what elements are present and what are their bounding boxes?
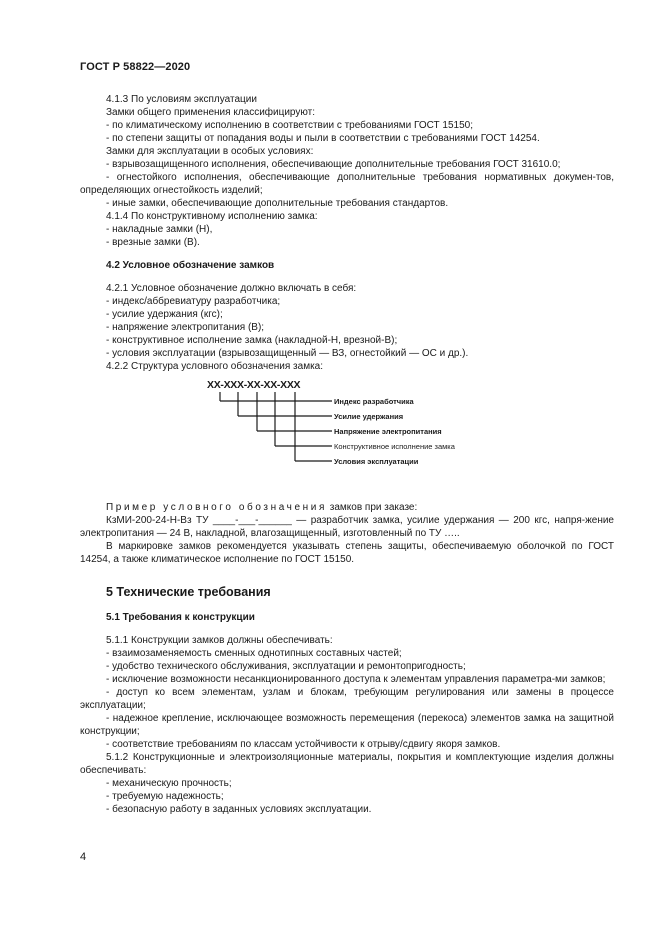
- list-item: - взаимозаменяемость сменных однотипных составных частей;: [106, 648, 402, 659]
- standard-header: ГОСТ Р 58822—2020: [80, 61, 191, 73]
- diagram-label-developer-index: Индекс разработчика: [334, 397, 414, 406]
- example-text: КзМИ-200-24-Н-Вз ТУ ____-___-______ — разработчик замка, усилие удержания — 200 кгс, напря-жение электропитания — 24 В, накладной, влагозащищенный, изготовленный по ТУ …..: [80, 515, 614, 539]
- section-4-2-2: 4.2.2 Структура условного обозначения замка:: [106, 361, 324, 372]
- page-number: 4: [80, 851, 87, 863]
- list-item: - надежное крепление, исключающее возможность перемещения (перекоса) элементов замка на защитной конструкции;: [80, 713, 614, 737]
- list-item: - условия эксплуатации (взрывозащищенный — ВЗ, огнестойкий — ОС и др.).: [106, 348, 469, 359]
- example-label-rest: замков при заказе:: [326, 502, 418, 513]
- list-item: - усилие удержания (кгс);: [106, 309, 223, 320]
- section-4-1-3-title: 4.1.3 По условиям эксплуатации: [106, 94, 257, 105]
- section-5-1-1: 5.1.1 Конструкции замков должны обеспечивать:: [106, 635, 333, 646]
- designation-structure-diagram: [80, 379, 614, 499]
- section-5-1-2: 5.1.2 Конструкционные и электроизоляционные материалы, покрытия и комплектующие изделия должны обеспечивать:: [80, 752, 614, 776]
- section-5-heading: 5 Технические требования: [106, 585, 271, 599]
- marking-text: В маркировке замков рекомендуется указывать степень защиты, обеспечиваемую оболочкой по ГОСТ 14254, а также климатическое исполнение по ГОСТ 15150.: [80, 541, 614, 565]
- list-item: - индекс/аббревиатуру разработчика;: [106, 296, 281, 307]
- list-item: - по степени защиты от попадания воды и пыли в соответствии с требованиями ГОСТ 14254.: [106, 133, 540, 144]
- diagram-label-supply-voltage: Напряжение электропитания: [334, 427, 442, 436]
- list-item: - по климатическому исполнению в соответствии с требованиями ГОСТ 15150;: [106, 120, 473, 131]
- section-4-1-4-title: 4.1.4 По конструктивному исполнению замка:: [106, 211, 318, 222]
- designation-code: XX-XXX-XX-XX-XXX: [207, 379, 301, 391]
- diagram-label-holding-force: Усилие удержания: [334, 412, 404, 421]
- list-item: - механическую прочность;: [106, 778, 232, 789]
- section-4-1-3-intro: Замки общего применения классифицируют:: [106, 107, 316, 118]
- list-item: - удобство технического обслуживания, эксплуатации и ремонтопригодность;: [106, 661, 466, 672]
- list-item: - взрывозащищенного исполнения, обеспечивающие дополнительные требования ГОСТ 31610.0;: [106, 159, 561, 170]
- document-body: [80, 93, 614, 816]
- list-item: - соответствие требованиям по классам устойчивости к отрыву/сдвигу якоря замков.: [106, 739, 501, 750]
- section-4-2-heading: 4.2 Условное обозначение замков: [106, 260, 275, 271]
- special-conditions-intro: Замки для эксплуатации в особых условиях:: [106, 146, 314, 157]
- example-line: [80, 501, 614, 514]
- diagram-label-operating-conditions: Условия эксплуатации: [334, 457, 419, 466]
- list-item: - напряжение электропитания (В);: [106, 322, 265, 333]
- list-item: - доступ ко всем элементам, узлам и блокам, требующим регулирования или замены в процессе эксплуатации;: [80, 687, 614, 711]
- example-label: Пример условного обозначения: [106, 502, 327, 513]
- list-item: - врезные замки (В).: [106, 237, 200, 248]
- list-item: - конструктивное исполнение замка (накладной-Н, врезной-В);: [106, 335, 398, 346]
- list-item: - исключение возможности несанкционированного доступа к элементам управления параметра-ми замков;: [106, 674, 606, 685]
- section-4-2-1: 4.2.1 Условное обозначение должно включать в себя:: [106, 283, 357, 294]
- section-5-1-heading: 5.1 Требования к конструкции: [106, 612, 255, 623]
- list-item: - безопасную работу в заданных условиях эксплуатации.: [106, 804, 372, 815]
- list-item: - иные замки, обеспечивающие дополнительные требования стандартов.: [106, 198, 449, 209]
- list-item: - требуемую надежность;: [106, 791, 224, 802]
- diagram-label-design-type: Конструктивное исполнение замка: [334, 442, 455, 451]
- list-item: - накладные замки (Н),: [106, 224, 213, 235]
- list-item: - огнестойкого исполнения, обеспечивающие дополнительные требования нормативных докумен-тов, определяющих огнестойкость изделий;: [80, 172, 614, 196]
